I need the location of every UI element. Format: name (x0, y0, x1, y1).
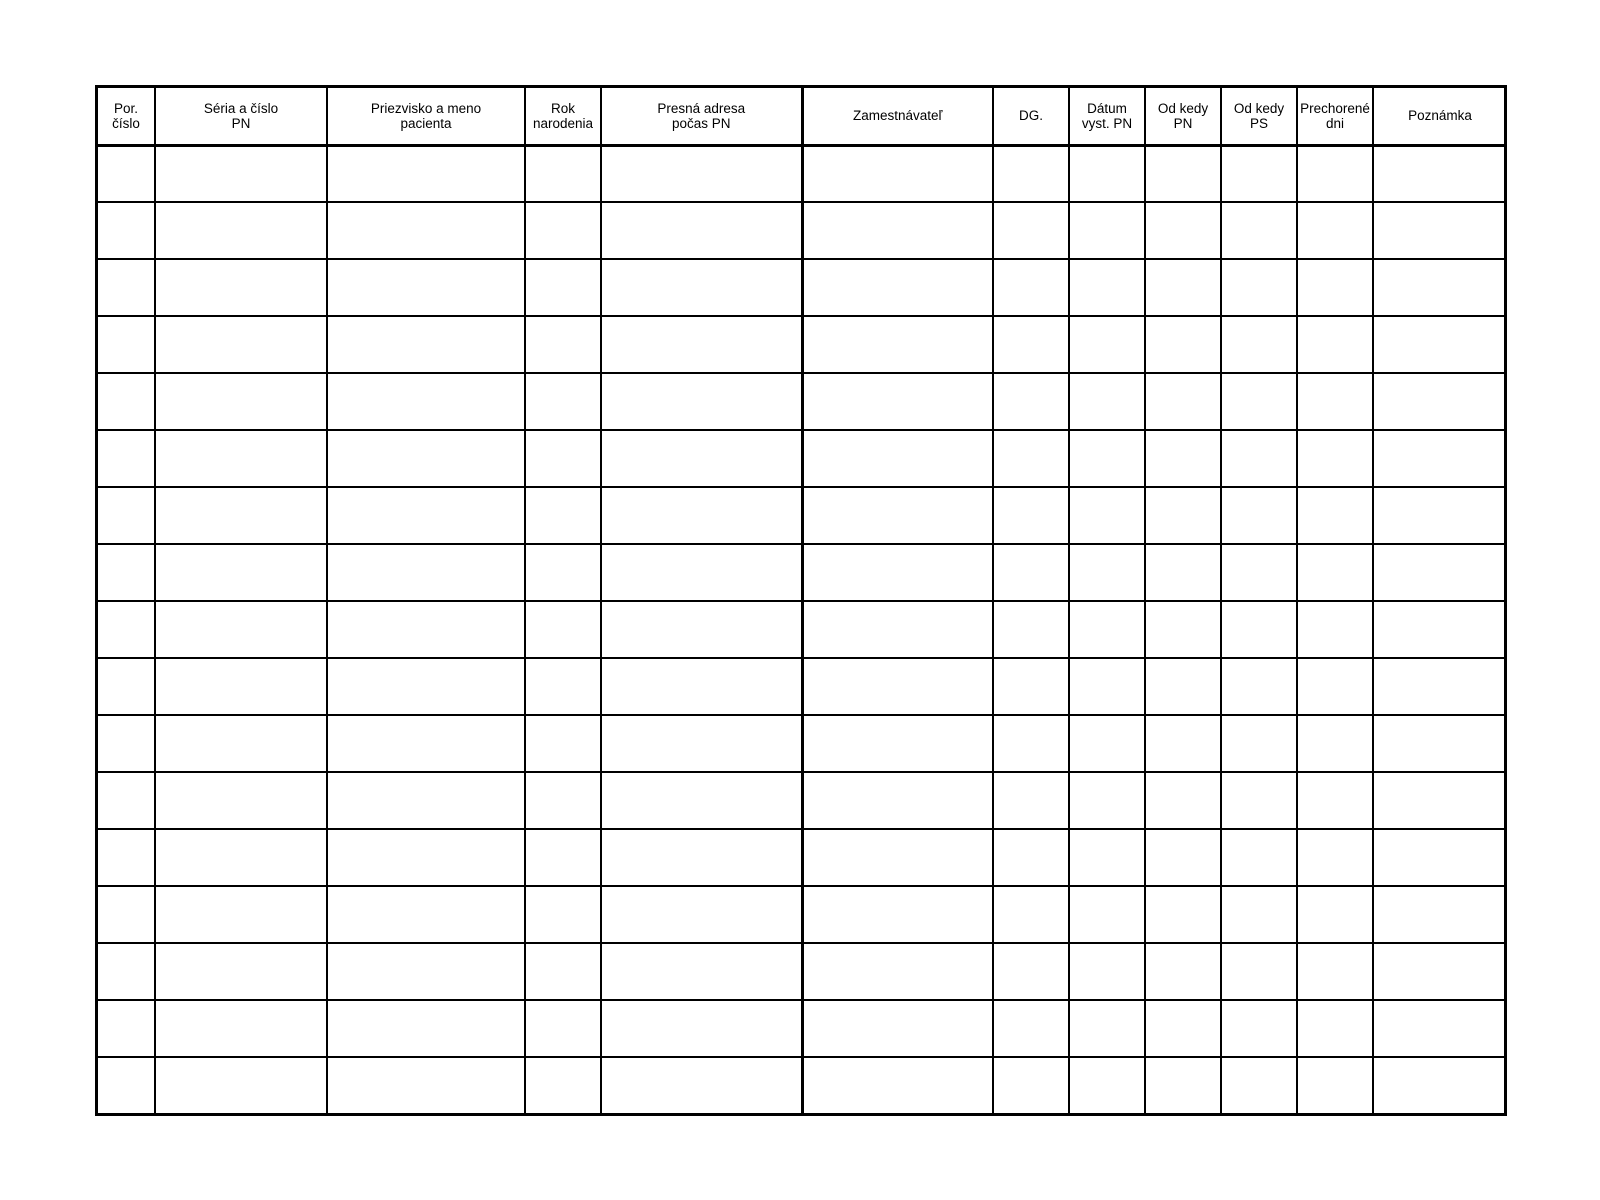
table-cell[interactable] (1069, 316, 1145, 373)
table-cell[interactable] (98, 1057, 155, 1114)
table-cell[interactable] (1373, 886, 1506, 943)
table-cell[interactable] (802, 829, 993, 886)
table-cell[interactable] (1297, 943, 1373, 1000)
table-row (98, 430, 1506, 487)
table-row (98, 373, 1506, 430)
table-cell[interactable] (155, 373, 327, 430)
table-cell[interactable] (802, 145, 993, 202)
table-cell[interactable] (1221, 715, 1297, 772)
table-cell[interactable] (98, 772, 155, 829)
table-cell[interactable] (327, 202, 525, 259)
table-cell[interactable] (993, 544, 1069, 601)
table-cell[interactable] (1069, 829, 1145, 886)
table-cell[interactable] (1373, 373, 1506, 430)
table-cell[interactable] (1221, 772, 1297, 829)
table-cell[interactable] (1297, 715, 1373, 772)
table-row (98, 601, 1506, 658)
header-line: DG. (1018, 108, 1043, 124)
col-header-series-number (155, 88, 327, 145)
table-cell[interactable] (1145, 544, 1221, 601)
table-cell[interactable] (327, 487, 525, 544)
table-cell[interactable] (1145, 601, 1221, 658)
table-row (98, 829, 1506, 886)
table-cell[interactable] (601, 316, 802, 373)
table-cell[interactable] (1069, 259, 1145, 316)
table-cell[interactable] (802, 886, 993, 943)
col-header-patient-name (327, 88, 525, 145)
table-cell[interactable] (802, 544, 993, 601)
table-cell[interactable] (1373, 487, 1506, 544)
header-line: vyst. PN (1081, 115, 1133, 131)
table-cell[interactable] (1221, 829, 1297, 886)
header-line: PN (1173, 115, 1193, 131)
table-cell[interactable] (98, 658, 155, 715)
table-cell[interactable] (155, 658, 327, 715)
table-cell[interactable] (327, 1000, 525, 1057)
table-cell[interactable] (1297, 145, 1373, 202)
table-cell[interactable] (327, 259, 525, 316)
table-cell[interactable] (1145, 1000, 1221, 1057)
table-cell[interactable] (802, 202, 993, 259)
table-row (98, 202, 1506, 259)
table-cell[interactable] (327, 658, 525, 715)
col-header-since-pn (1145, 88, 1221, 145)
table-cell[interactable] (1297, 259, 1373, 316)
table-cell[interactable] (1145, 430, 1221, 487)
table-cell[interactable] (802, 1057, 993, 1114)
table-cell[interactable] (802, 715, 993, 772)
table-cell[interactable] (601, 373, 802, 430)
table-cell[interactable] (1373, 1000, 1506, 1057)
table-cell[interactable] (1069, 487, 1145, 544)
header-line: číslo (112, 115, 140, 131)
table-cell[interactable] (525, 772, 601, 829)
table-cell[interactable] (1297, 658, 1373, 715)
table-cell[interactable] (327, 715, 525, 772)
table-cell[interactable] (601, 1000, 802, 1057)
table-cell[interactable] (1145, 373, 1221, 430)
table-cell[interactable] (98, 430, 155, 487)
table-cell[interactable] (1069, 1000, 1145, 1057)
table-cell[interactable] (601, 886, 802, 943)
table-cell[interactable] (525, 829, 601, 886)
header-line: Poznámka (1408, 108, 1472, 124)
table-row (98, 145, 1506, 202)
table-cell[interactable] (802, 1000, 993, 1057)
table-row (98, 658, 1506, 715)
table-cell[interactable] (98, 601, 155, 658)
table-cell[interactable] (1373, 601, 1506, 658)
table-cell[interactable] (1069, 202, 1145, 259)
table-cell[interactable] (155, 715, 327, 772)
table-cell[interactable] (802, 259, 993, 316)
header-line: Zamestnávateľ (853, 108, 943, 124)
table-cell[interactable] (993, 829, 1069, 886)
header-line: Por. (113, 100, 138, 116)
header-line: Od kedy (1233, 100, 1285, 116)
table-cell[interactable] (1373, 658, 1506, 715)
table-cell[interactable] (1373, 1057, 1506, 1114)
table-cell[interactable] (1069, 886, 1145, 943)
table-cell[interactable] (327, 601, 525, 658)
table-cell[interactable] (601, 487, 802, 544)
table-cell[interactable] (802, 772, 993, 829)
table-cell[interactable] (1297, 487, 1373, 544)
table-cell[interactable] (1373, 772, 1506, 829)
table-cell[interactable] (1221, 886, 1297, 943)
table-cell[interactable] (601, 544, 802, 601)
col-header-sick-days (1297, 88, 1373, 145)
table-cell[interactable] (155, 430, 327, 487)
table-cell[interactable] (98, 544, 155, 601)
table-cell[interactable] (1373, 544, 1506, 601)
table-cell[interactable] (993, 259, 1069, 316)
table-row (98, 772, 1506, 829)
table-cell[interactable] (525, 145, 601, 202)
header-line: dni (1325, 115, 1344, 131)
table-cell[interactable] (98, 316, 155, 373)
table-cell[interactable] (327, 943, 525, 1000)
table-cell[interactable] (1221, 259, 1297, 316)
table-cell[interactable] (1297, 202, 1373, 259)
header-line: počas PN (671, 115, 731, 131)
table-cell[interactable] (601, 202, 802, 259)
table-row (98, 316, 1506, 373)
table-cell[interactable] (1069, 772, 1145, 829)
col-header-diagnosis (993, 88, 1069, 145)
table-cell[interactable] (525, 715, 601, 772)
table-row (98, 487, 1506, 544)
header-line: Od kedy (1157, 100, 1209, 116)
table-cell[interactable] (601, 430, 802, 487)
table-cell[interactable] (1069, 601, 1145, 658)
header-row (98, 88, 1506, 145)
table-cell[interactable] (155, 487, 327, 544)
table-cell[interactable] (1221, 658, 1297, 715)
table-cell[interactable] (993, 658, 1069, 715)
table-cell[interactable] (1145, 943, 1221, 1000)
table-cell[interactable] (993, 1000, 1069, 1057)
table-cell[interactable] (1145, 772, 1221, 829)
table-cell[interactable] (1145, 202, 1221, 259)
table-cell[interactable] (1221, 1057, 1297, 1114)
table-cell[interactable] (98, 259, 155, 316)
header-line: Dátum (1087, 100, 1127, 116)
table-cell[interactable] (525, 601, 601, 658)
table-cell[interactable] (1373, 145, 1506, 202)
table-cell[interactable] (601, 715, 802, 772)
table-cell[interactable] (1145, 259, 1221, 316)
table-cell[interactable] (993, 1057, 1069, 1114)
table-cell[interactable] (1221, 373, 1297, 430)
table-cell[interactable] (155, 202, 327, 259)
table-cell[interactable] (1373, 943, 1506, 1000)
table-cell[interactable] (155, 1057, 327, 1114)
table-cell[interactable] (601, 259, 802, 316)
table-cell[interactable] (1221, 316, 1297, 373)
table-cell[interactable] (993, 487, 1069, 544)
table-cell[interactable] (525, 202, 601, 259)
table-cell[interactable] (1145, 145, 1221, 202)
table-cell[interactable] (1069, 544, 1145, 601)
table-cell[interactable] (1221, 1000, 1297, 1057)
col-header-issue-date (1069, 88, 1145, 145)
col-header-employer (802, 88, 993, 145)
table-cell[interactable] (327, 430, 525, 487)
table-cell[interactable] (802, 487, 993, 544)
table-cell[interactable] (1145, 487, 1221, 544)
table-cell[interactable] (1069, 430, 1145, 487)
table-cell[interactable] (1373, 202, 1506, 259)
table-cell[interactable] (98, 715, 155, 772)
table-cell[interactable] (993, 886, 1069, 943)
table-cell[interactable] (98, 145, 155, 202)
col-header-address (601, 88, 802, 145)
table-cell[interactable] (1297, 772, 1373, 829)
table-cell[interactable] (993, 373, 1069, 430)
table-cell[interactable] (1145, 829, 1221, 886)
table-cell[interactable] (525, 544, 601, 601)
table-cell[interactable] (525, 487, 601, 544)
table-cell[interactable] (993, 772, 1069, 829)
header-line: pacienta (400, 115, 452, 131)
header-line: Rok (550, 100, 575, 116)
table-cell[interactable] (327, 1057, 525, 1114)
table-cell[interactable] (525, 658, 601, 715)
table-cell[interactable] (327, 772, 525, 829)
table-cell[interactable] (525, 943, 601, 1000)
table-cell[interactable] (1221, 487, 1297, 544)
table-cell[interactable] (1069, 373, 1145, 430)
col-header-note (1373, 88, 1506, 145)
table-cell[interactable] (327, 316, 525, 373)
table-cell[interactable] (1145, 1057, 1221, 1114)
table-cell[interactable] (98, 1000, 155, 1057)
table-cell[interactable] (155, 943, 327, 1000)
table-cell[interactable] (1145, 658, 1221, 715)
table-cell[interactable] (1069, 658, 1145, 715)
table-cell[interactable] (1373, 430, 1506, 487)
table-cell[interactable] (601, 601, 802, 658)
header-line: PN (231, 115, 251, 131)
table-cell[interactable] (98, 487, 155, 544)
table-cell[interactable] (155, 544, 327, 601)
table-cell[interactable] (993, 316, 1069, 373)
table-cell[interactable] (98, 202, 155, 259)
header-line: Séria a číslo (203, 100, 279, 116)
register-body (98, 145, 1506, 1114)
col-header-birth-year (525, 88, 601, 145)
table-row (98, 1057, 1506, 1114)
table-cell[interactable] (802, 601, 993, 658)
table-cell[interactable] (1297, 373, 1373, 430)
table-cell[interactable] (155, 1000, 327, 1057)
table-cell[interactable] (1221, 202, 1297, 259)
header-line: Prechorené (1300, 100, 1370, 116)
table-cell[interactable] (525, 1057, 601, 1114)
table-cell[interactable] (1373, 259, 1506, 316)
table-cell[interactable] (155, 259, 327, 316)
table-cell[interactable] (1297, 829, 1373, 886)
table-cell[interactable] (1373, 829, 1506, 886)
table-cell[interactable] (525, 316, 601, 373)
table-cell[interactable] (601, 943, 802, 1000)
table-cell[interactable] (802, 658, 993, 715)
table-cell[interactable] (993, 943, 1069, 1000)
register-table (98, 88, 1506, 1114)
table-row (98, 886, 1506, 943)
table-cell[interactable] (802, 943, 993, 1000)
table-row (98, 943, 1506, 1000)
table-cell[interactable] (98, 373, 155, 430)
table-cell[interactable] (601, 1057, 802, 1114)
table-cell[interactable] (802, 430, 993, 487)
table-cell[interactable] (1297, 1057, 1373, 1114)
table-cell[interactable] (1069, 715, 1145, 772)
sick-leave-register-form (95, 85, 1507, 1116)
table-cell[interactable] (802, 316, 993, 373)
table-cell[interactable] (1297, 1000, 1373, 1057)
table-cell[interactable] (1297, 544, 1373, 601)
header-line: PS (1249, 115, 1268, 131)
table-cell[interactable] (993, 601, 1069, 658)
table-cell[interactable] (155, 316, 327, 373)
table-cell[interactable] (1373, 715, 1506, 772)
table-cell[interactable] (155, 601, 327, 658)
table-cell[interactable] (155, 145, 327, 202)
table-cell[interactable] (601, 772, 802, 829)
table-cell[interactable] (1221, 544, 1297, 601)
table-cell[interactable] (155, 772, 327, 829)
table-cell[interactable] (525, 259, 601, 316)
table-cell[interactable] (993, 202, 1069, 259)
col-header-since-ps (1221, 88, 1297, 145)
table-cell[interactable] (1373, 316, 1506, 373)
table-cell[interactable] (525, 1000, 601, 1057)
table-cell[interactable] (155, 829, 327, 886)
table-cell[interactable] (1145, 316, 1221, 373)
col-header-order-number (98, 88, 155, 145)
table-row (98, 259, 1506, 316)
table-cell[interactable] (802, 373, 993, 430)
table-cell[interactable] (1145, 886, 1221, 943)
table-cell[interactable] (327, 373, 525, 430)
table-cell[interactable] (993, 430, 1069, 487)
table-cell[interactable] (1297, 601, 1373, 658)
table-cell[interactable] (1221, 601, 1297, 658)
table-cell[interactable] (155, 886, 327, 943)
table-row (98, 1000, 1506, 1057)
header-line: Priezvisko a meno (370, 100, 482, 116)
table-row (98, 715, 1506, 772)
table-cell[interactable] (1145, 715, 1221, 772)
table-cell[interactable] (327, 145, 525, 202)
table-cell[interactable] (98, 886, 155, 943)
table-cell[interactable] (1221, 943, 1297, 1000)
table-cell[interactable] (601, 658, 802, 715)
table-cell[interactable] (993, 715, 1069, 772)
table-cell[interactable] (1221, 430, 1297, 487)
table-row (98, 544, 1506, 601)
table-cell[interactable] (1069, 1057, 1145, 1114)
table-cell[interactable] (98, 829, 155, 886)
table-cell[interactable] (525, 373, 601, 430)
table-cell[interactable] (1069, 943, 1145, 1000)
table-cell[interactable] (525, 886, 601, 943)
table-cell[interactable] (98, 943, 155, 1000)
table-cell[interactable] (1069, 145, 1145, 202)
table-cell[interactable] (327, 886, 525, 943)
header-line: narodenia (532, 115, 594, 131)
table-cell[interactable] (327, 544, 525, 601)
table-cell[interactable] (525, 430, 601, 487)
table-cell[interactable] (601, 829, 802, 886)
table-cell[interactable] (1297, 430, 1373, 487)
table-cell[interactable] (601, 145, 802, 202)
table-cell[interactable] (1297, 316, 1373, 373)
table-cell[interactable] (1221, 145, 1297, 202)
table-cell[interactable] (327, 829, 525, 886)
table-cell[interactable] (1297, 886, 1373, 943)
table-cell[interactable] (993, 145, 1069, 202)
header-line: Presná adresa (657, 100, 746, 116)
